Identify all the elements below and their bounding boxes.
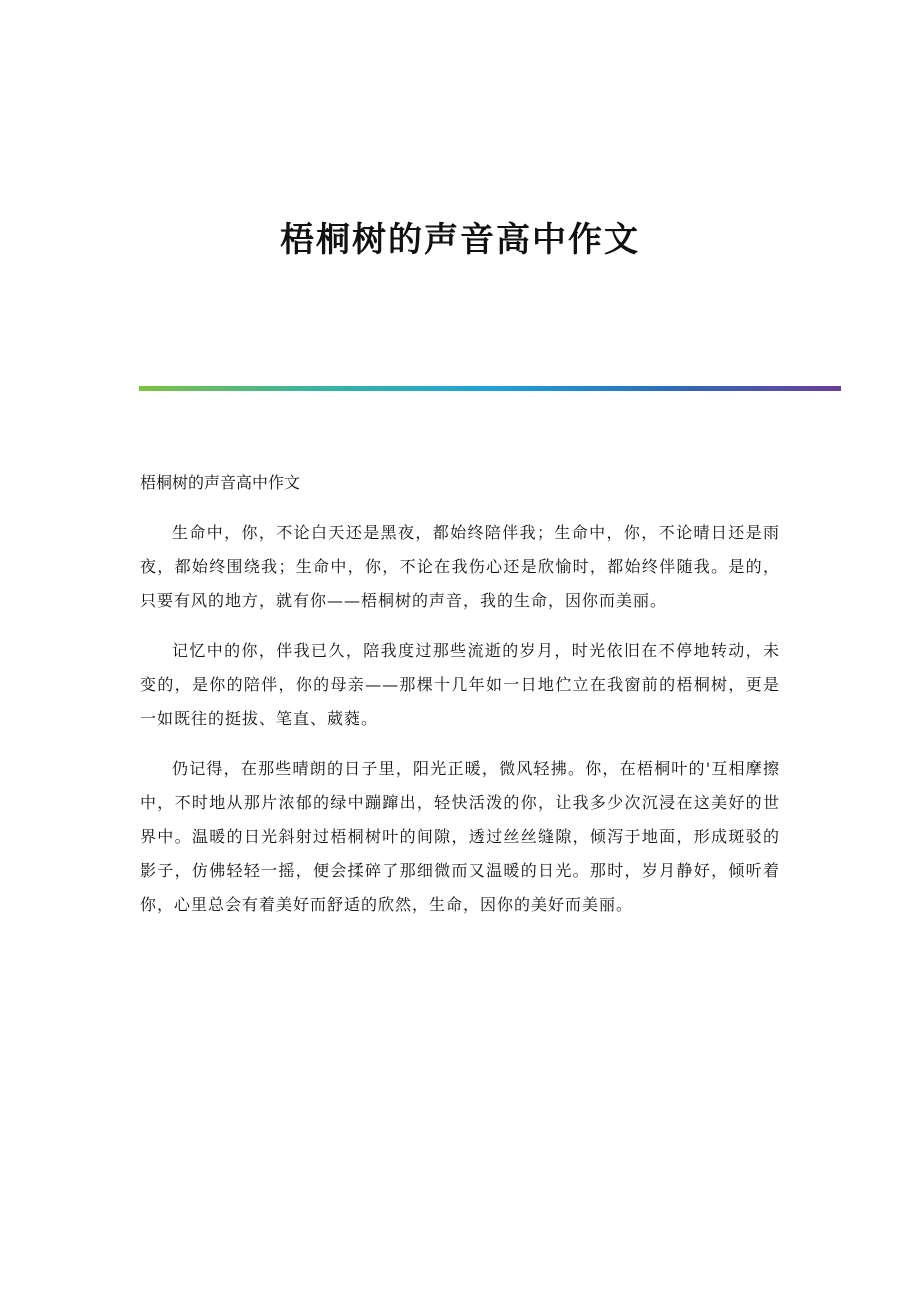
paragraph-1: 生命中，你，不论白天还是黑夜，都始终陪伴我；生命中，你，不论晴日还是雨夜，都始终围绕我；生命中，你，不论在我伤心还是欣愉时，都始终伴随我。是的，只要有风的地方，就有你——梧桐树的声音，我的生命，因你而美丽。 [140, 523, 780, 610]
paragraph-2: 记忆中的你，伴我已久，陪我度过那些流逝的岁月，时光依旧在不停地转动，未变的，是你的陪伴，你的母亲——那棵十几年如一日地伫立在我窗前的梧桐树，更是一如既往的挺拔、笔直、葳蕤。 [140, 641, 780, 728]
document-body [140, 466, 780, 938]
title-divider [139, 386, 841, 391]
paragraph-3: 仍记得，在那些晴朗的日子里，阳光正暖，微风轻拂。你，在梧桐叶的'互相摩擦中，不时地从那片浓郁的绿中蹦蹿出，轻快活泼的你，让我多少次沉浸在这美好的世界中。温暖的日光斜射过梧桐树叶的间隙，透过丝丝缝隙，倾泻于地面，形成斑驳的影子，仿佛轻轻一摇，便会揉碎了那细微而又温暖的日光。那时，岁月静好，倾听着你，心里总会有着美好而舒适的欣然，生命，因你的美好而美丽。 [140, 759, 780, 914]
page-title: 梧桐树的声音高中作文 [280, 220, 640, 260]
document-subtitle: 梧桐树的声音高中作文 [140, 473, 301, 492]
